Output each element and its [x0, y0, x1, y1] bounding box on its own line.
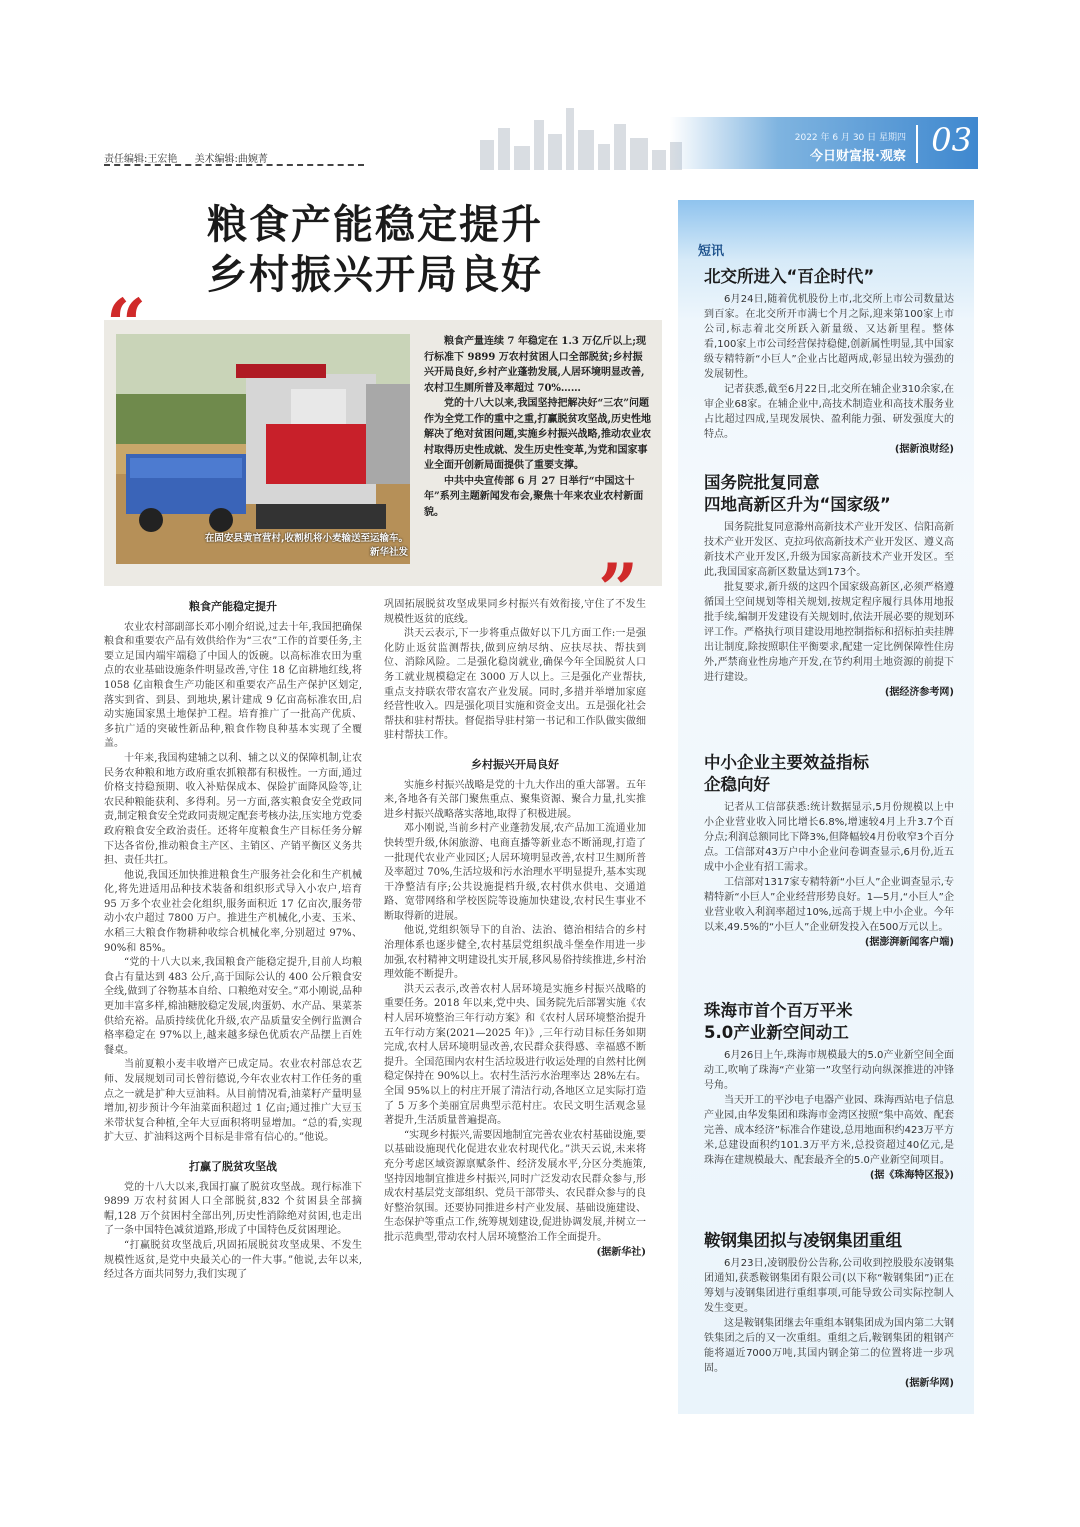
open-quote-mark: “ [106, 283, 147, 366]
news-body [704, 1048, 954, 1183]
news-title-line: 中小企业主要效益指标 [704, 753, 869, 772]
news-title [704, 472, 954, 516]
article-paragraph: “实现乡村振兴,需要因地制宜完善农业农村基础设施,要以基础设施现代化促进农业农村现代化。”洪天云说,未来将充分考虑区域资源禀赋条件、经济发展水平,分区分类施策,坚持因地制宜推进乡村振兴,同时广泛发动农民群众参与,形成农村基层党支部组织、党员干部带头、农民群众参与的良好整治氛围。还要协同推进乡村产业发展、基础设施建设、生态保护等重点工作,统筹规划建设,促进协调发展,并树立一批示范典型,带动农村人居环境整治工作全面提升。 [384, 1129, 646, 1243]
section-heading: 乡村振兴开局良好 [471, 757, 559, 771]
article-paragraph: 十年来,我国构建辅之以利、辅之以义的保障机制,让农民务农种粮和地方政府重农抓粮都有积极性。一方面,通过价格支持稳预期、收入补贴保成本、保险扩面降风险等,让农民种粮能获利、多得利。另一方面,落实粮食安全党政同责,制定粮食安全党政同责规定配套考核办法,压实地方党委政府粮食安全政治责任。还将年度粮食生产目标任务分解下达各省份,推动粮食主产区、主销区、产销平衡区义务共担、责任共扛。 [104, 752, 362, 867]
article-paragraph: 党的十八大以来,我国打赢了脱贫攻坚战。现行标准下 9899 万农村贫困人口全部脱贫,832 个贫困县全部摘帽,128 万个贫困村全部出列,历史性消除绝对贫困,也走出了一条中国特色减贫道路,形成了中国特色反贫困理论。 [104, 1181, 362, 1237]
news-source: (据经济参考网) [884, 687, 954, 698]
section-heading: 粮食产能稳定提升 [189, 600, 277, 613]
issue-date: 2022 年 6 月 30 日 星期四 [794, 133, 906, 143]
news-paragraph: 工信部对1317家专精特新“小巨人”企业调查显示,专精特新“小巨人”企业经营形势良好。1—5月,“小巨人”企业营业收入利润率超过10%,远高于规上中小企业。今年以来,49.5%的“小巨人”企业研发投入在500万元以上。 [704, 877, 954, 933]
article-paragraph: 农业农村部副部长邓小刚介绍说,过去十年,我国把确保粮食和重要农产品有效供给作为“三农”工作的首要任务,主要立足国内端牢端稳了中国人的饭碗。以高标准农田为重点的农业基础设施条件明显改善,守住 18 亿亩耕地红线,将 1058 亿亩粮食生产功能区和重要农产品生产保护区划定,落实到省、到县、到地块,累计建成 9 亿亩高标准农田,启动实施国家黑土地保护工程。培育推广了一批高产优质、多抗广适的突破性新品种,粮食作物良种基本实现了全覆盖。 [104, 621, 362, 750]
harvest-photo [116, 334, 410, 564]
responsible-editor: 责任编辑:王宏艳 [104, 154, 178, 165]
article-paragraph: 他说,党组织领导下的自治、法治、德治相结合的乡村治理体系也逐步健全,农村基层党组织战斗堡垒作用进一步加强,农村精神文明建设扎实开展,移风易俗持续推进,乡村治理效能不断提升。 [384, 925, 646, 981]
main-headline [150, 200, 600, 300]
news-body [704, 292, 954, 457]
article-paragraph: 巩固拓展脱贫攻坚成果同乡村振兴有效衔接,守住了不发生规模性返贫的底线。 [384, 599, 646, 625]
news-title: 北交所进入“百企时代” [704, 267, 875, 286]
article-source: (据新华社) [596, 1246, 646, 1258]
article-paragraph: 他说,我国还加快推进粮食生产服务社会化和生产机械化,将先进适用品种技术装备和组织形式导入小农户,培育 95 万多个农业社会化组织,服务面积近 17 亿亩次,服务带动小农户超过 7800 万户。推进生产机械化,小麦、玉米、水稻三大粮食作物耕种收综合机械化率,分别超过 97%、90%和 85%。 [104, 869, 362, 954]
editor-credits [104, 150, 282, 165]
news-body [704, 520, 954, 700]
news-source: (据澎湃新闻客户端) [864, 937, 954, 948]
lead-paragraph: 粮食产量连续 7 年稳定在 1.3 万亿斤以上;现行标准下 9899 万农村贫困人口全部脱贫;乡村振兴开局良好,乡村产业蓬勃发展,人居环境明显改善,农村卫生厕所普及率超过 70%…… [424, 336, 646, 394]
photo-caption-text: 在固安县黄官营村,收割机将小麦输送至运输车。 [204, 533, 408, 544]
article-paragraph: 当前夏粮小麦丰收增产已成定局。农业农村部总农艺师、发展规划司司长曾衍德说,今年农业农村工作任务的重点之一就是扩种大豆油料。从目前情况看,油菜籽产量明显增加,初步预计今年油菜面积超过 1 亿亩;通过推广大豆玉米带状复合种植,全年大豆面积将明显增加。“总的看,实现扩大豆、扩油料这两个目标是非常有信心的。”他说。 [104, 1059, 362, 1144]
news-source: (据新华网) [904, 1378, 954, 1389]
page-number: 03 [931, 121, 972, 159]
lead-text [424, 334, 652, 520]
news-title-line: 国务院批复同意 [704, 473, 820, 492]
news-title-line: 企稳向好 [704, 775, 770, 794]
banner-divider [916, 125, 918, 163]
article-column-1 [104, 598, 362, 1283]
newspaper-name: 今日财富报·观察 [810, 149, 906, 164]
art-editor: 美术编辑:曲婉菁 [194, 154, 268, 165]
photo-credit: 新华社发 [369, 547, 408, 558]
news-title [704, 752, 954, 796]
news-item-zhuhai [704, 1000, 954, 1183]
news-paragraph: 记者获悉,截至6月22日,北交所在辅企业310余家,在审企业68家。在辅企业中,高技术制造业和高技术服务业占比超过四成,呈现发展快、盈利能力强、研发强度大的特点。 [704, 384, 954, 440]
headline-line-2: 乡村振兴开局良好 [207, 251, 543, 298]
article-column-2 [384, 598, 646, 1260]
news-paragraph: 批复要求,新升级的这四个国家级高新区,必须严格遵循国土空间规划等相关规划,按规定程序履行具体用地报批手续,编制开发建设有关规划时,依法开展必要的规划环评工作。严格执行项目建设用地控制指标和招标拍卖挂牌出让制度,除按照职住平衡要求,配建一定比例保障性住房外,严禁商业性房地产开发,在节约利用土地资源的前提下进行建设。 [704, 582, 954, 683]
article-paragraph: 邓小刚说,当前乡村产业蓬勃发展,农产品加工流通业加快转型升级,休闲旅游、电商直播等新业态不断涌现,打造了一批现代农业产业园区;人居环境明显改善,农村卫生厕所普及率超过 70%,生活垃圾和污水治理水平明显提升,基本实现干净整洁有序;公共设施提档升级,农村供水供电、交通道路、宽带网络和学校医院等设施加快建设,农村民生事业不断取得新的进展。 [384, 823, 646, 922]
news-paragraph: 6月24日,随着优机股份上市,北交所上市公司数量达到百家。在北交所开市满七个月之际,迎来第100家上市公司,标志着北交所跃入新量级、又达新里程。整体看,100家上市公司经营保持稳健,创新属性明显,其中国家级专精特新“小巨人”企业占比超两成,彰显出较为强劲的发展韧性。 [704, 294, 954, 380]
article-paragraph: 洪天云表示,下一步将重点做好以下几方面工作:一是强化防止返贫监测帮扶,做到应纳尽纳、应扶尽扶、帮扶到位、消除风险。二是强化稳岗就业,确保今年全国脱贫人口务工就业规模稳定在 3000 万人以上。三是强化产业帮扶,重点支持联农带农富农产业发展。同时,多措并举增加家庭经营性收入。四是强化项目实施和资金支出。五是强化社会帮扶和驻村帮扶。督促指导驻村第一书记和工作队做实做细驻村帮扶工作。 [384, 628, 646, 742]
news-item-sme [704, 752, 954, 950]
news-body [704, 1256, 954, 1391]
lead-paragraph: 党的十八大以来,我国坚持把解决好“三农”问题作为全党工作的重中之重,打赢脱贫攻坚战,历史性地解决了绝对贫困问题,实施乡村振兴战略,推动农业农村取得历史性成就、发生历史性变革,为党和国家事业全面开创新局面提供了重要支撑。 [424, 398, 651, 471]
news-item-bse [704, 266, 954, 457]
news-paragraph: 6月23日,凌钢股份公告称,公司收到控股股东凌钢集团通知,获悉鞍钢集团有限公司(以下称“鞍钢集团”)正在筹划与凌钢集团进行重组事项,可能导致公司实际控制人发生变更。 [704, 1258, 954, 1314]
article-paragraph: “打赢脱贫攻坚战后,巩固拓展脱贫攻坚成果、不发生规模性返贫,是党中央最关心的一件大事。”他说,去年以来,经过各方面共同努力,我们实现了 [104, 1239, 362, 1281]
news-item-hightech-zones [704, 472, 954, 700]
news-brief-tag: 短讯 [698, 244, 725, 259]
news-source: (据新浪财经) [894, 444, 954, 455]
news-title-line: 5.0产业新空间动工 [704, 1023, 849, 1042]
news-body [704, 800, 954, 950]
page-banner [670, 117, 978, 169]
news-item-ansteel [704, 1230, 954, 1391]
photo-caption [128, 532, 408, 560]
section-heading: 打赢了脱贫攻坚战 [189, 1159, 277, 1173]
news-source: (据《珠海特区报》) [869, 1170, 954, 1181]
news-title: 鞍钢集团拟与凌钢集团重组 [704, 1231, 902, 1250]
headline-line-1: 粮食产能稳定提升 [207, 201, 543, 248]
news-paragraph: 国务院批复同意滁州高新技术产业开发区、信阳高新技术产业开发区、克拉玛依高新技术产业开发区、遵义高新技术产业开发区,升级为国家高新技术产业开发区。至此,我国国家高新区数量达到173个。 [704, 522, 954, 578]
header-rule [104, 164, 364, 166]
news-title-line: 珠海市首个百万平米 [704, 1001, 853, 1020]
news-title-line: 四地高新区升为“国家级” [704, 495, 891, 514]
news-paragraph: 记者从工信部获悉:统计数据显示,5月份规模以上中小企业营业收入同比增长6.8%,增速较4月上升3.7个百分点;利润总额同比下降3%,但降幅较4月份收窄3个百分点。工信部对43万户中小企业问卷调查显示,6月份,近五成中小企业有招工需求。 [704, 802, 954, 873]
news-title [704, 1000, 954, 1044]
close-quote-mark: ” [598, 548, 639, 631]
news-paragraph: 6月26日上午,珠海市规模最大的5.0产业新空间全面动工,吹响了珠海“产业第一”攻坚行动向纵深推进的冲锋号角。 [704, 1050, 954, 1091]
article-paragraph: 洪天云表示,改善农村人居环境是实施乡村振兴战略的重要任务。2018 年以来,党中央、国务院先后部署实施《农村人居环境整治三年行动方案》和《农村人居环境整治提升五年行动方案(2021—2025 年)》,三年行动目标任务如期完成,农村人居环境明显改善,农民群众获得感、幸福感不断提升。全国范围内农村生活垃圾进行收运处理的自然村比例稳定保持在 90%以上。农村生活污水治理率达 28%左右。全国 95%以上的村庄开展了清洁行动,各地区立足实际打造了 5 万多个美丽宜居典型示范村庄。农民文明生活观念显著提升,生活质量普遍提高。 [384, 983, 646, 1127]
news-paragraph: 这是鞍钢集团继去年重组本钢集团成为国内第二大钢铁集团之后的又一次重组。重组之后,鞍钢集团的粗钢产能将逼近7000万吨,其国内钢企第二的位置将进一步巩固。 [704, 1318, 954, 1374]
harvest-photo-illustration [116, 334, 410, 564]
lead-paragraph: 中共中央宣传部 6 月 27 日举行“中国这十年”系列主题新闻发布会,聚焦十年来农业农村新面貌。 [424, 475, 644, 518]
article-paragraph: “党的十八大以来,我国粮食产能稳定提升,目前人均粮食占有量达到 483 公斤,高于国际公认的 400 公斤粮食安全线,做到了谷物基本自给、口粮绝对安全。”邓小刚说,品种更加丰富多样,棉油糖胶稳定发展,肉蛋奶、水产品、果菜茶供给充裕。品质持续优化升级,农产品质量安全例行监测合格率稳定在 97%以上,越来越多绿色优质农产品摆上百姓餐桌。 [104, 957, 362, 1056]
news-paragraph: 当天开工的平沙电子电器产业园、珠海西站电子信息产业园,由华发集团和珠海市金湾区按照“集中高效、配套完善、成本经济”标准合作建设,总用地面积约423万平方米,总建设面积约101.3万平方米,总投资超过40亿元,是珠海在建规模最大、配套最齐全的5.0产业新空间项目。 [704, 1095, 954, 1166]
article-paragraph: 实施乡村振兴战略是党的十九大作出的重大部署。五年来,各地各有关部门聚焦重点、聚集资源、聚合力量,扎实推进乡村振兴战略落实落地,取得了积极进展。 [384, 779, 646, 820]
